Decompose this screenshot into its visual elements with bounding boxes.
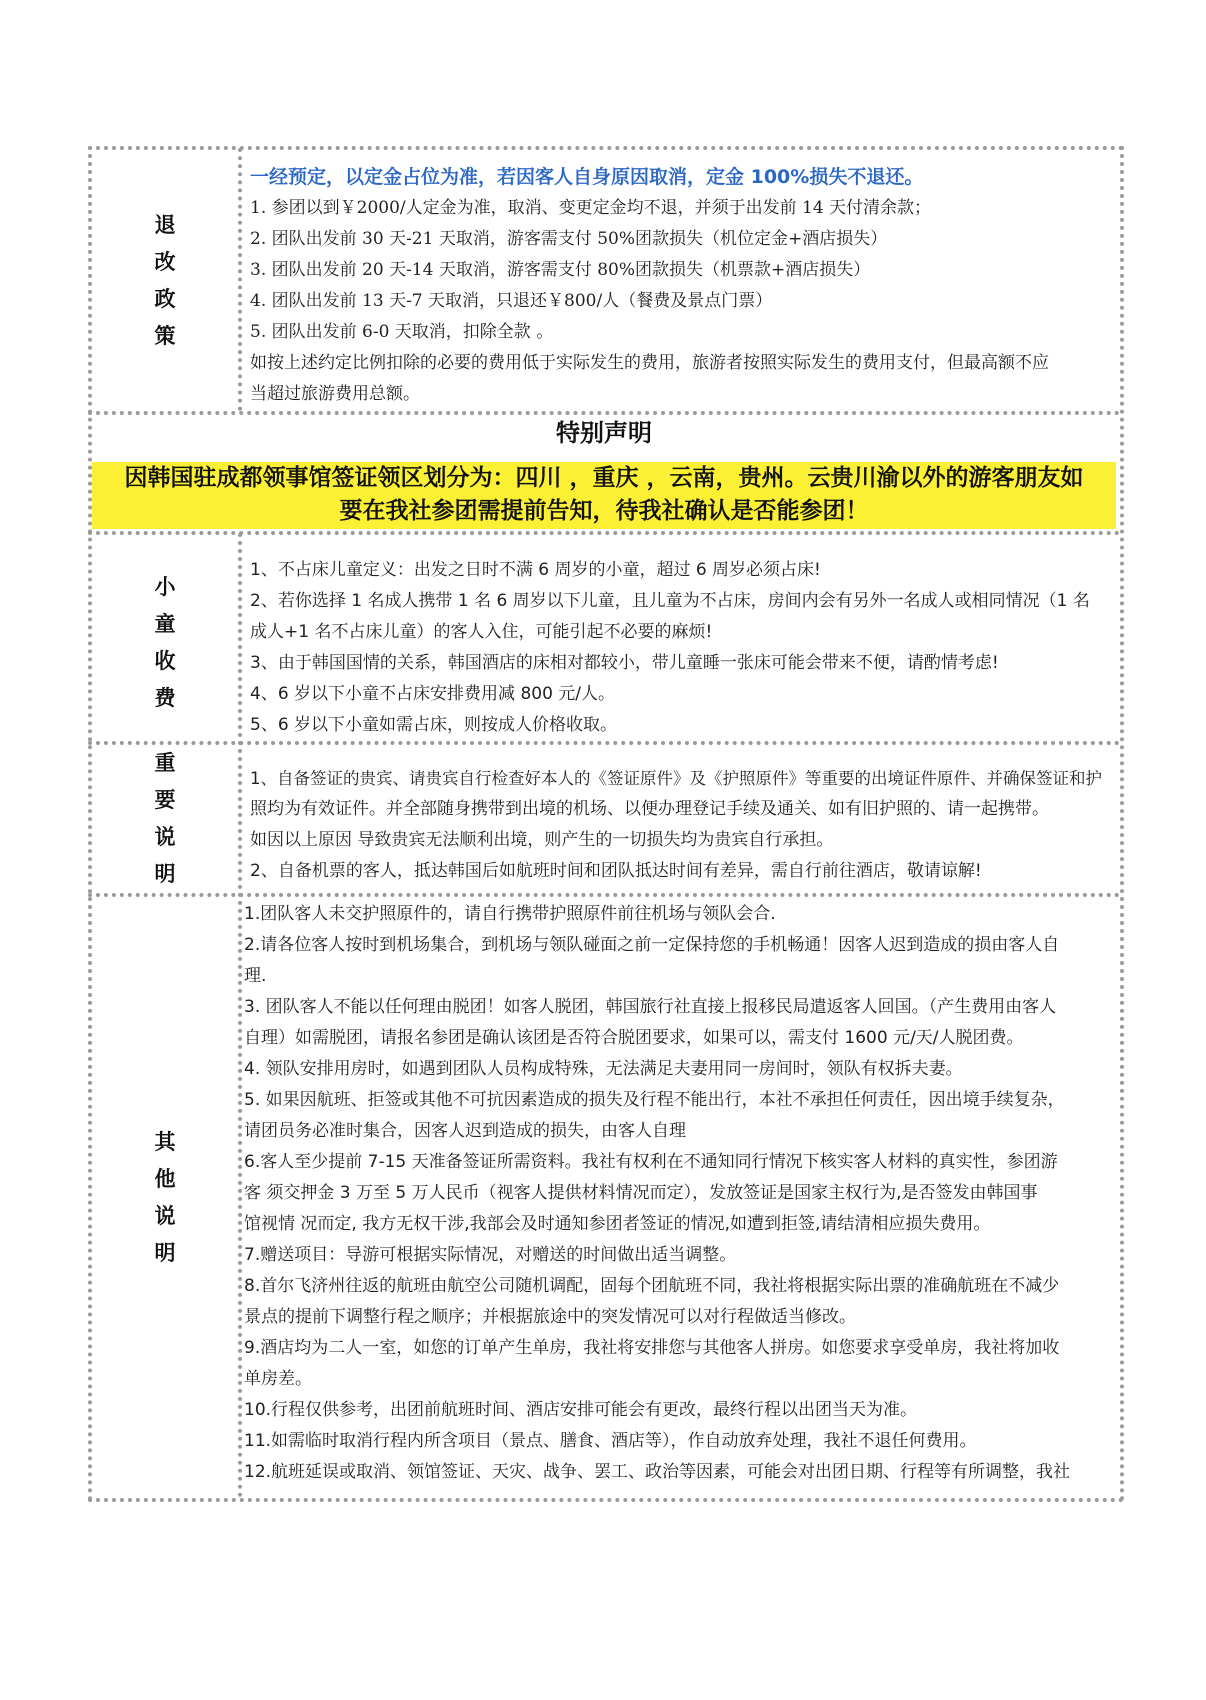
children-fee-content: [250, 555, 1118, 741]
other-line: 5. 如果因航班、拒签或其他不可抗因素造成的损失及行程不能出行，本社不承担任何责任，因出境手续复杂，: [244, 1090, 1065, 1110]
other-line: 景点的提前下调整行程之顺序；并根据旅途中的突发情况可以对行程做适当修改。: [244, 1307, 856, 1327]
special-statement-title: 特别声明: [556, 419, 652, 447]
refund-headline: 一经预定，以定金占位为准，若因客人自身原因取消，定金 100%损失不退还。: [250, 166, 924, 188]
other-line: 单房差。: [244, 1369, 312, 1389]
children-line: 4、6 岁以下小童不占床安排费用减 800 元/人。: [250, 684, 616, 704]
other-line: 12.航班延误或取消、领馆签证、天灾、战争、罢工、政治等因素，可能会对出团日期、行程等有所调整，我社: [244, 1462, 1071, 1482]
other-line: 11.如需临时取消行程内所含项目（景点、膳食、酒店等），作自动放弃处理，我社不退任何费用。: [244, 1431, 977, 1451]
important-line: 1、自备签证的贵宾、请贵宾自行检查好本人的《签证原件》及《护照原件》等重要的出境证件原件、并确保签证和护: [250, 769, 1102, 788]
other-line: 10.行程仅供参考，出团前航班时间、酒店安排可能会有更改，最终行程以出团当天为准。: [244, 1400, 918, 1420]
other-notes-label: 其 他 说 明: [154, 1129, 176, 1265]
other-line: 7.赠送项目：导游可根据实际情况，对赠送的时间做出适当调整。: [244, 1245, 737, 1265]
other-line: 理.: [244, 966, 267, 986]
children-line: 3、由于韩国国情的关系，韩国酒店的床相对都较小，带儿童睡一张床可能会带来不便，请酌情考虑!: [250, 653, 999, 673]
important-line: 2、自备机票的客人，抵达韩国后如航班时间和团队抵达时间有差异，需自行前往酒店，敬请谅解!: [250, 861, 982, 881]
row-divider: [88, 741, 1120, 745]
refund-note: 当超过旅游费用总额。: [250, 384, 420, 404]
refund-item: 1. 参团以到￥2000/人定金为准，取消、变更定金均不退，并须于出发前 14 天付清余款；: [250, 198, 932, 218]
important-notes-content: [250, 763, 1118, 887]
other-line: 4. 领队安排用房时，如遇到团队人员构成特殊，无法满足夫妻用同一房间时，领队有权拆夫妻。: [244, 1059, 963, 1079]
other-line: 客 须交押金 3 万至 5 万人民币（视客人提供材料情况而定），发放签证是国家主权行为,是否签发由韩国事: [244, 1183, 1038, 1203]
refund-item: 3. 团队出发前 20 天-14 天取消，游客需支付 80%团款损失（机票款+酒店损失）: [250, 260, 871, 280]
children-line: 成人+1 名不占床儿童）的客人入住，可能引起不必要的麻烦!: [250, 622, 713, 642]
children-fee-label: 小 童 收 费: [154, 575, 176, 710]
refund-item: 4. 团队出发前 13 天-7 天取消，只退还￥800/人（餐费及景点门票）: [250, 291, 773, 311]
children-line: 2、若你选择 1 名成人携带 1 名 6 周岁以下儿童，且儿童为不占床，房间内会有另外一名成人或相同情况（1 名: [250, 591, 1090, 611]
refund-item: 2. 团队出发前 30 天-21 天取消，游客需支付 50%团款损失（机位定金+酒店损失）: [250, 229, 888, 249]
refund-note: 如按上述约定比例扣除的必要的费用低于实际发生的费用，旅游者按照实际发生的费用支付，但最高额不应: [250, 353, 1049, 373]
other-line: 3. 团队客人不能以任何理由脱团！如客人脱团，韩国旅行社直接上报移民局遣返客人回国。（产生费用由客人: [244, 997, 1057, 1017]
other-line: 1.团队客人未交护照原件的，请自行携带护照原件前往机场与领队会合.: [244, 904, 776, 924]
column-divider: [238, 533, 242, 1498]
other-line: 馆视情 况而定, 我方无权干涉,我部会及时通知参团者签证的情况,如遭到拒签,请结清相应损失费用。: [244, 1214, 991, 1234]
other-line: 8.首尔飞济州往返的航班由航空公司随机调配，固每个团航班不同，我社将根据实际出票的准确航班在不减少: [244, 1276, 1060, 1296]
other-line: 请团员务必准时集合，因客人迟到造成的损失，由客人自理: [244, 1121, 686, 1141]
other-line: 6.客人至少提前 7-15 天准备签证所需资料。我社有权利在不通知同行情况下核实客人材料的真实性，参团游: [244, 1152, 1058, 1172]
children-line: 1、不占床儿童定义：出发之日时不满 6 周岁的小童，超过 6 周岁必须占床!: [250, 560, 821, 580]
special-notice-highlight: [92, 462, 1116, 529]
refund-policy-label: 退 改 政 策: [154, 212, 176, 348]
other-notes-content: [244, 899, 1118, 1488]
important-line: 如因以上原因 导致贵宾无法顺利出境，则产生的一切损失均为贵宾自行承担。: [250, 830, 834, 850]
children-line: 5、6 岁以下小童如需占床，则按成人价格收取。: [250, 715, 618, 735]
important-line: 照均为有效证件。并全部随身携带到出境的机场、以便办理登记手续及通关、如有旧护照的、请一起携带。: [250, 799, 1049, 819]
notice-line: 因韩国驻成都领事馆签证领区划分为：四川 ，重庆 ，云南，贵州。云贵川渝以外的游客朋友如: [124, 465, 1084, 491]
row-divider: [88, 893, 1120, 897]
important-notes-label: 重 要 说 明: [154, 751, 176, 886]
row-divider: [88, 531, 1120, 535]
column-divider: [238, 148, 242, 411]
other-line: 9.酒店均为二人一室，如您的订单产生单房，我社将安排您与其他客人拼房。如您要求享受单房，我社将加收: [244, 1338, 1060, 1358]
refund-item: 5. 团队出发前 6-0 天取消，扣除全款 。: [250, 322, 554, 342]
refund-policy-content: [250, 162, 1118, 410]
other-line: 自理）如需脱团，请报名参团是确认该团是否符合脱团要求，如果可以，需支付 1600 元/天/人脱团费。: [244, 1028, 1024, 1048]
other-line: 2.请各位客人按时到机场集合，到机场与领队碰面之前一定保持您的手机畅通！因客人迟到造成的损由客人自: [244, 935, 1060, 955]
notice-line: 要在我社参团需提前告知，待我社确认是否能参团！: [339, 498, 869, 524]
